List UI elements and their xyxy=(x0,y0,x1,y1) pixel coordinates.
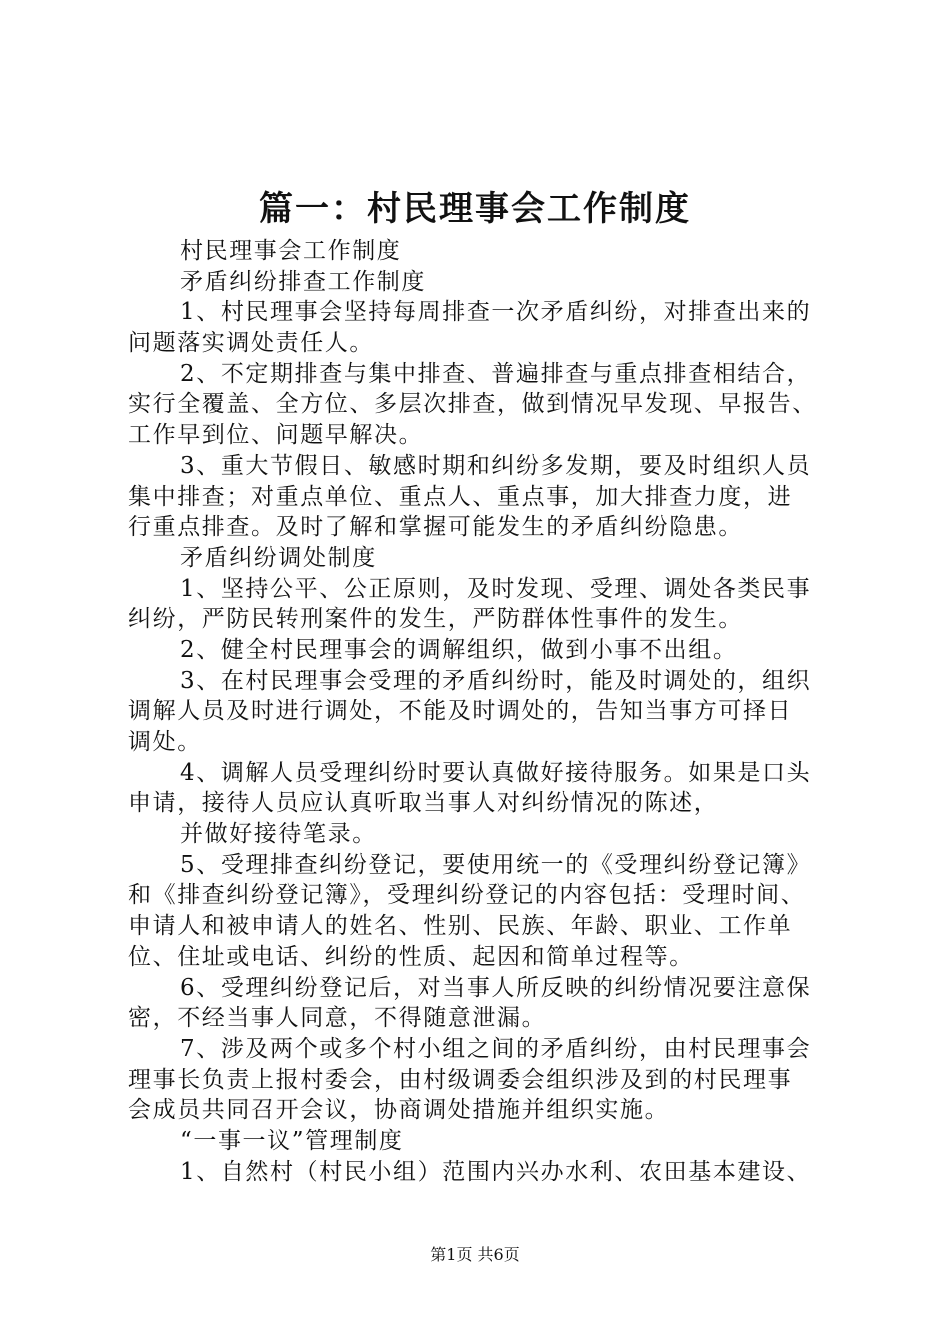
page-footer: 第1页 共6页 xyxy=(430,1245,520,1264)
document-body xyxy=(128,236,834,1187)
paragraph-line: 2、不定期排查与集中排查、普遍排查与重点排查相结合， xyxy=(180,360,812,387)
paragraph-line: 实行全覆盖、全方位、多层次排查，做到情况早发现、早报告、 xyxy=(128,391,817,418)
paragraph-line: 1、村民理事会坚持每周排查一次矛盾纠纷，对排查出来的 xyxy=(180,299,812,326)
paragraph-line: 1、自然村（村民小组）范围内兴办水利、农田基本建设、 xyxy=(180,1158,812,1185)
paragraph-line: 调处。 xyxy=(128,729,202,755)
paragraph-line: 7、涉及两个或多个村小组之间的矛盾纠纷，由村民理事会 xyxy=(180,1035,812,1062)
section-heading: “一事一议”管理制度 xyxy=(180,1127,404,1154)
paragraph-line: 集中排查；对重点单位、重点人、重点事，加大排查力度，进 xyxy=(128,483,793,510)
paragraph-line: 申请人和被申请人的姓名、性别、民族、年龄、职业、工作单 xyxy=(128,913,793,940)
paragraph-line: 1、坚持公平、公正原则，及时发现、受理、调处各类民事 xyxy=(180,575,812,602)
paragraph-line: 申请，接待人员应认真听取当事人对纠纷情况的陈述， xyxy=(128,790,719,817)
paragraph-line: 会成员共同召开会议，协商调处措施并组织实施。 xyxy=(128,1097,670,1124)
section-heading: 村民理事会工作制度 xyxy=(180,238,402,264)
paragraph-line: 纠纷，严防民转刑案件的发生，严防群体性事件的发生。 xyxy=(128,606,743,633)
paragraph-line: 6、受理纠纷登记后，对当事人所反映的纠纷情况要注意保 xyxy=(180,974,812,1001)
paragraph-line: 工作早到位、问题早解决。 xyxy=(128,422,424,449)
section-heading: 矛盾纠纷排查工作制度 xyxy=(180,268,426,295)
paragraph-line: 和《排查纠纷登记簿》，受理纠纷登记的内容包括：受理时间、 xyxy=(128,882,806,909)
paragraph-line: 5、受理排查纠纷登记，要使用统一的《受理纠纷登记簿》 xyxy=(180,851,812,878)
paragraph-line: 理事长负责上报村委会，由村级调委会组织涉及到的村民理事 xyxy=(128,1066,793,1093)
paragraph-line: 4、调解人员受理纠纷时要认真做好接待服务。如果是口头 xyxy=(180,759,812,786)
paragraph-line: 3、重大节假日、敏感时期和纠纷多发期，要及时组织人员 xyxy=(180,452,812,479)
paragraph-line: 问题落实调处责任人。 xyxy=(128,330,374,357)
paragraph-line: 并做好接待笔录。 xyxy=(180,821,377,848)
paragraph-line: 位、住址或电话、纠纷的性质、起因和简单过程等。 xyxy=(128,943,694,970)
paragraph-line: 行重点排查。及时了解和掌握可能发生的矛盾纠纷隐患。 xyxy=(128,514,743,541)
paragraph-line: 3、在村民理事会受理的矛盾纠纷时，能及时调处的，组织 xyxy=(180,667,812,694)
document-title: 篇一：村民理事会工作制度 xyxy=(259,189,691,229)
paragraph-line: 密，不经当事人同意，不得随意泄漏。 xyxy=(128,1005,547,1032)
paragraph-line: 调解人员及时进行调处，不能及时调处的，告知当事方可择日 xyxy=(128,698,793,725)
section-heading: 矛盾纠纷调处制度 xyxy=(180,544,377,571)
paragraph-line: 2、健全村民理事会的调解组织，做到小事不出组。 xyxy=(180,636,738,663)
